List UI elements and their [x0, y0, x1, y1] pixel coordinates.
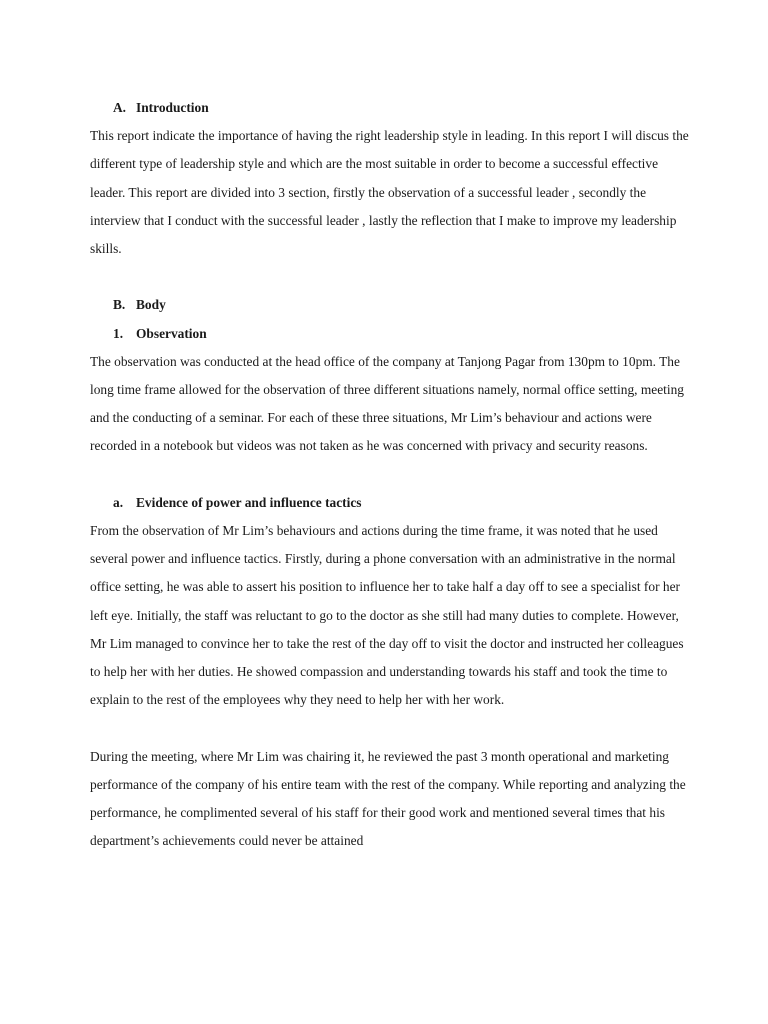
section-heading-body — [90, 291, 690, 319]
document-body — [90, 94, 690, 855]
spacer — [90, 461, 690, 489]
subsection-title: Evidence of power and influence tactics — [136, 494, 362, 510]
observation-paragraph: The observation was conducted at the head office of the company at Tanjong Pagar from 130pm to 10pm. The long time frame allowed for the observation of three different situations namely, normal office setting, meeting and the conducting of a seminar. For each of these three situations, Mr Lim’s behaviour and actions were recorded in a notebook but videos was not taken as he was concerned with privacy and security reasons. — [90, 353, 684, 454]
spacer — [90, 263, 690, 291]
subsection-heading-evidence — [90, 489, 690, 517]
introduction-paragraph: This report indicate the importance of having the right leadership style in leading. In this report I will discus the different type of leadership style and which are the most suitable in order to become a successful effective leader. This report are divided into 3 section, firstly the observation of a successful leader , secondly the interview that I conduct with the successful leader , lastly the reflection that I make to improve my leadership skills. — [90, 128, 689, 257]
evidence-paragraph-1: From the observation of Mr Lim’s behaviours and actions during the time frame, it was noted that he used several power and influence tactics. Firstly, during a phone conversation with an administrative in the normal office setting, he was able to assert his position to influence her to take half a day off to see a specialist for her left eye. Initially, the staff was reluctant to go to the doctor as she still had many duties to complete. However, Mr Lim managed to convince her to take the rest of the day off to visit the doctor and instructed her colleagues to help her with her duties. He showed compassion and understanding towards his staff and took the time to explain to the rest of the employees why they need to help her with her work. — [90, 523, 684, 708]
subsection-label: a. — [113, 494, 124, 510]
section-heading-introduction — [90, 94, 690, 122]
section-title: Body — [136, 297, 166, 313]
section-title: Introduction — [136, 100, 209, 115]
subsection-label: 1. — [113, 325, 124, 341]
section-label: A. — [113, 100, 127, 115]
subsection-heading-observation — [90, 320, 690, 348]
spacer — [90, 714, 690, 742]
evidence-paragraph-2: During the meeting, where Mr Lim was chairing it, he reviewed the past 3 month operational and marketing performance of the company of his entire team with the rest of the company. While reporting and analyzing the performance, he complimented several of his staff for their good work and mentioned several times that his department’s achievements could never be attained — [90, 748, 686, 849]
section-label: B. — [113, 297, 126, 313]
subsection-title: Observation — [136, 325, 207, 341]
